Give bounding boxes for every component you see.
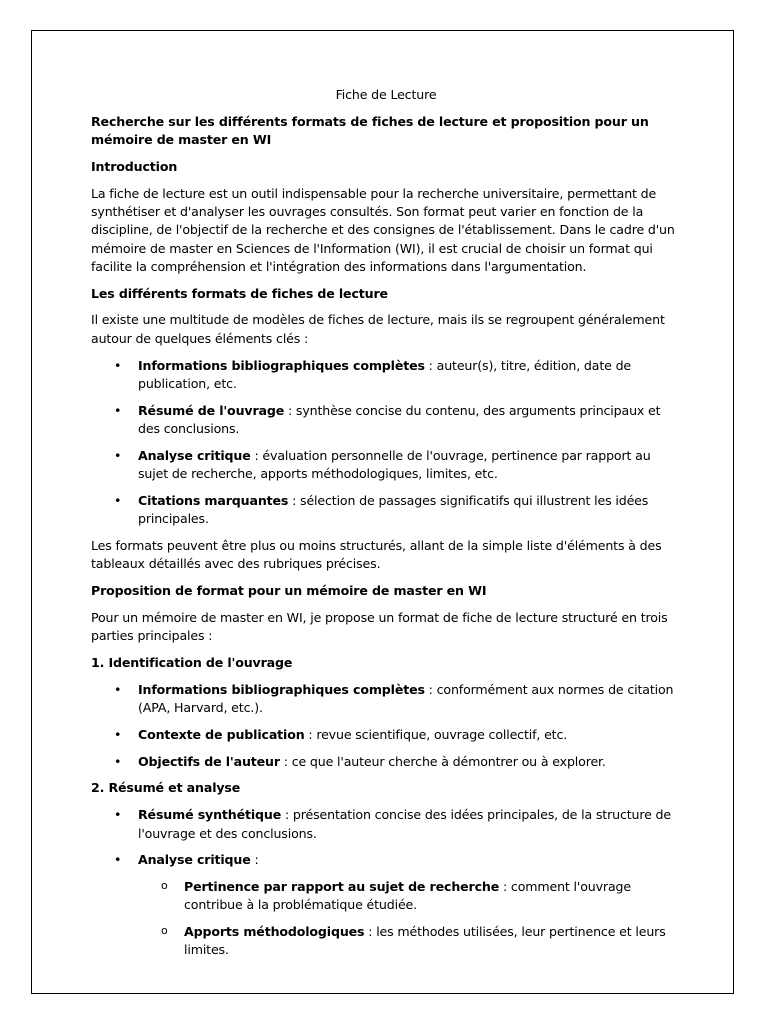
list-item — [138, 492, 681, 529]
document-page — [31, 30, 734, 994]
analysis-sublist — [138, 878, 681, 960]
list-item — [138, 753, 681, 771]
sublist-item-text: : les méthodes utilisées, leur pertinence et leurs limites. — [184, 924, 666, 958]
part2-heading: 2. Résumé et analyse — [91, 780, 241, 796]
sublist-item — [184, 923, 681, 960]
document-subtitle: Recherche sur les différents formats de fiches de lecture et proposition pour un mémoire de master en WI — [91, 113, 649, 148]
sublist-item-label: Pertinence par rapport au sujet de recherche — [184, 879, 500, 895]
list-item — [138, 681, 681, 718]
part1-heading: 1. Identification de l'ouvrage — [91, 654, 293, 670]
list-item-text: : évaluation personnelle de l'ouvrage, pertinence par rapport au sujet de recherche, apports méthodologiques, limites, etc. — [138, 447, 651, 482]
list-item-text: : ce que l'auteur cherche à démontrer ou à explorer. — [279, 753, 606, 769]
list-item-text: : sélection de passages significatifs qui illustrent les idées principales. — [138, 492, 649, 527]
list-item-text: : — [250, 852, 259, 868]
list-item-label: Informations bibliographiques complètes — [138, 357, 425, 373]
list-item — [138, 447, 681, 484]
list-item-text: : présentation concise des idées principales, de la structure de l'ouvrage et des conclusions. — [138, 807, 671, 841]
list-item-label: Informations bibliographiques complètes — [138, 681, 425, 697]
document-body — [91, 86, 681, 968]
sublist-item — [184, 878, 681, 915]
list-item-label: Résumé de l'ouvrage — [138, 402, 285, 418]
introduction-heading: Introduction — [91, 158, 178, 174]
list-item-label: Analyse critique — [138, 852, 251, 868]
list-item — [138, 851, 681, 959]
formats-heading: Les différents formats de fiches de lecture — [91, 285, 388, 301]
list-item-label: Citations marquantes — [138, 492, 289, 508]
list-item-label: Analyse critique — [138, 447, 251, 463]
part2-list — [91, 806, 681, 960]
sublist-item-text: : comment l'ouvrage contribue à la problématique étudiée. — [184, 879, 631, 913]
proposal-heading: Proposition de format pour un mémoire de master en WI — [91, 583, 487, 599]
list-item-text: : conformément aux normes de citation (APA, Harvard, etc.). — [138, 681, 674, 716]
introduction-paragraph: La fiche de lecture est un outil indispensable pour la recherche universitaire, permettant de synthétiser et d'analyser les ouvrages consultés. Son format peut varier en fonction de la discipline, de l'objectif de la recherche et des consignes de l'établissement. Dans le cadre d'un mémoire de master en Sciences de l'Information (WI), il est crucial de choisir un format qui facilite la compréhension et l'intégration des informations dans l'argumentation. — [91, 185, 675, 274]
part1-list — [91, 681, 681, 771]
document-title: Fiche de Lecture — [335, 87, 437, 102]
list-item-text: : revue scientifique, ouvrage collectif, etc. — [304, 726, 568, 742]
list-item — [138, 402, 681, 439]
proposal-intro: Pour un mémoire de master en WI, je propose un format de fiche de lecture structuré en trois parties principales : — [91, 609, 668, 644]
list-item-text: : synthèse concise du contenu, des arguments principaux et des conclusions. — [138, 402, 661, 436]
list-item — [138, 726, 681, 744]
list-item — [138, 806, 681, 843]
list-item — [138, 357, 681, 394]
list-item-text: : auteur(s), titre, édition, date de publication, etc. — [138, 357, 632, 391]
sublist-item-label: Apports méthodologiques — [184, 924, 365, 940]
list-item-label: Objectifs de l'auteur — [138, 753, 280, 769]
list-item-label: Contexte de publication — [138, 726, 305, 742]
formats-outro: Les formats peuvent être plus ou moins structurés, allant de la simple liste d'éléments à des tableaux détaillés avec des rubriques précises. — [91, 537, 662, 572]
formats-list — [91, 357, 681, 529]
formats-intro: Il existe une multitude de modèles de fiches de lecture, mais ils se regroupent généralement autour de quelques éléments clés : — [91, 312, 665, 346]
list-item-label: Résumé synthétique — [138, 807, 282, 823]
